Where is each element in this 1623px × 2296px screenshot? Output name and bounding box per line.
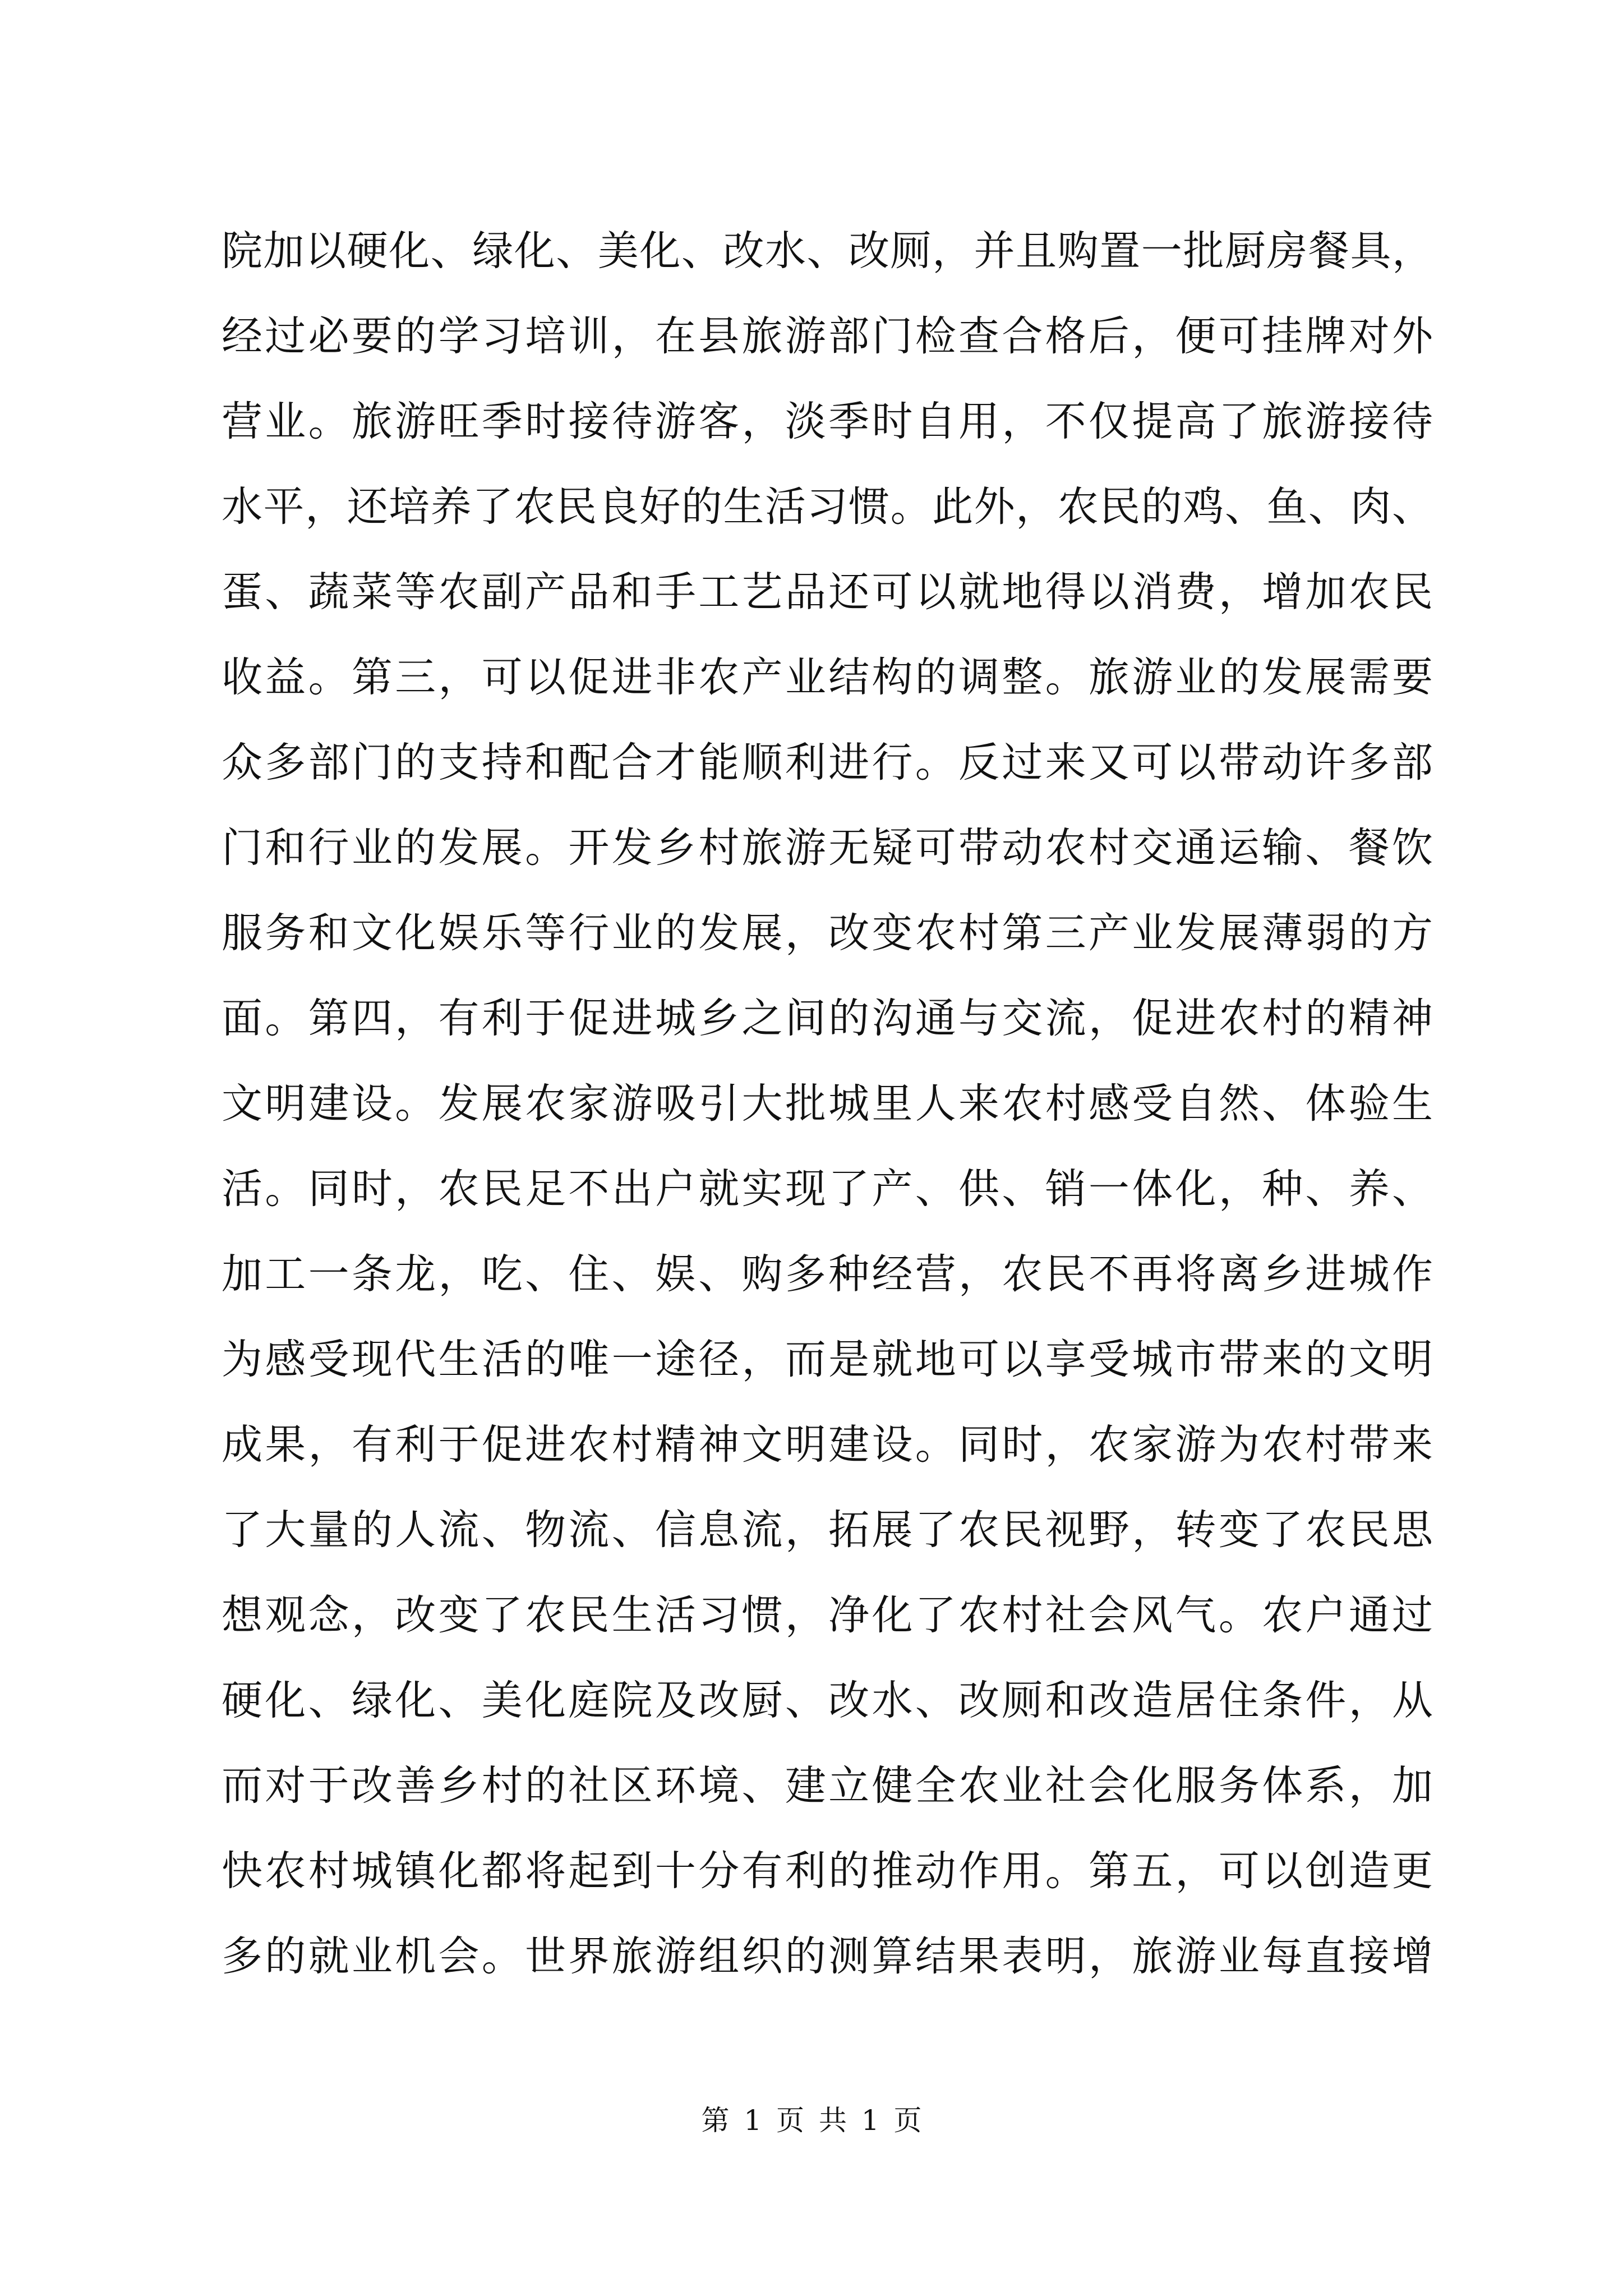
text-line-1: 院加以硬化、绿化、美化、改水、改厕，并且购置一批厨房餐具，	[222, 227, 1433, 275]
text-line-12: 活。同时，农民足不出户就实现了产、供、销一体化，种、养、	[222, 1165, 1433, 1213]
text-line-16: 了大量的人流、物流、信息流，拓展了农民视野，转变了农民思	[222, 1506, 1433, 1554]
text-line-9: 服务和文化娱乐等行业的发展，改变农村第三产业发展薄弱的方	[222, 909, 1433, 957]
text-line-5: 蛋、蔬菜等农副产品和手工艺品还可以就地得以消费，增加农民	[222, 568, 1433, 616]
page-footer: 第 1 页 共 1 页	[701, 2104, 922, 2137]
text-line-20: 快农村城镇化都将起到十分有利的推动作用。第五，可以创造更	[222, 1847, 1433, 1895]
text-line-15: 成果，有利于促进农村精神文明建设。同时，农家游为农村带来	[222, 1421, 1433, 1469]
body-text	[222, 209, 1433, 1999]
text-line-3: 营业。旅游旺季时接待游客，淡季时自用，不仅提高了旅游接待	[222, 398, 1433, 445]
text-line-18: 硬化、绿化、美化庭院及改厨、改水、改厕和改造居住条件，从	[222, 1677, 1433, 1724]
text-line-8: 门和行业的发展。开发乡村旅游无疑可带动农村交通运输、餐饮	[222, 824, 1433, 872]
text-line-14: 为感受现代生活的唯一途径，而是就地可以享受城市带来的文明	[222, 1336, 1433, 1383]
text-line-17: 想观念，改变了农民生活习惯，净化了农村社会风气。农户通过	[222, 1591, 1433, 1639]
text-line-21: 多的就业机会。世界旅游组织的测算结果表明，旅游业每直接增	[222, 1932, 1433, 1980]
text-line-6: 收益。第三，可以促进非农产业结构的调整。旅游业的发展需要	[222, 654, 1433, 701]
text-line-10: 面。第四，有利于促进城乡之间的沟通与交流，促进农村的精神	[222, 995, 1433, 1042]
text-line-13: 加工一条龙，吃、住、娱、购多种经营，农民不再将离乡进城作	[222, 1250, 1433, 1298]
text-line-11: 文明建设。发展农家游吸引大批城里人来农村感受自然、体验生	[222, 1080, 1433, 1128]
text-line-7: 众多部门的支持和配合才能顺利进行。反过来又可以带动许多部	[222, 739, 1433, 786]
text-line-2: 经过必要的学习培训，在县旅游部门检查合格后，便可挂牌对外	[222, 312, 1433, 360]
text-line-4: 水平，还培养了农民良好的生活习惯。此外，农民的鸡、鱼、肉、	[222, 483, 1433, 531]
text-line-19: 而对于改善乡村的社区环境、建立健全农业社会化服务体系，加	[222, 1762, 1433, 1810]
